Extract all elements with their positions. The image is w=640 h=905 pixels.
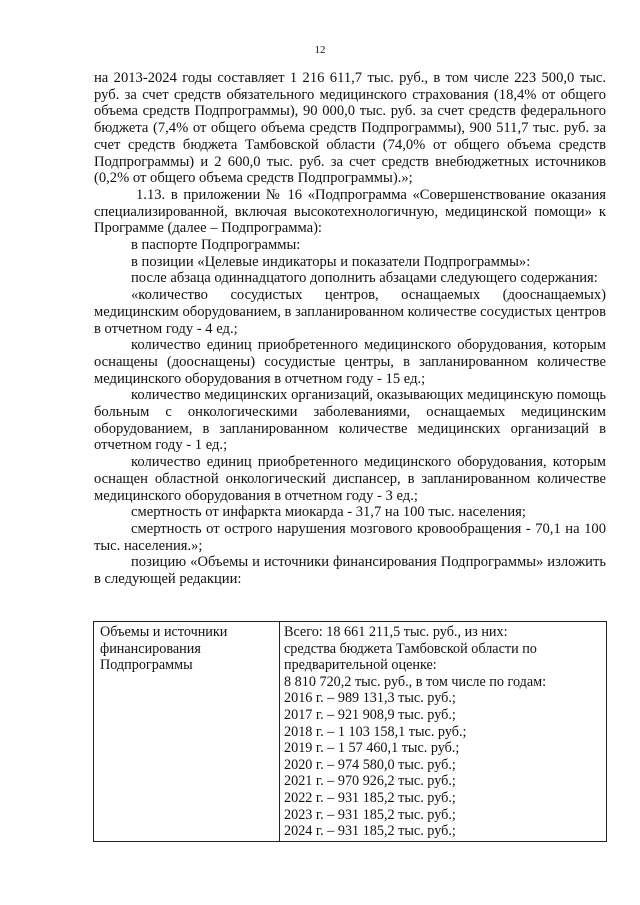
funding-subtotal-line: 8 810 720,2 тыс. руб., в том числе по годам: (284, 673, 547, 690)
paragraph-equipment-oncology: количество единиц приобретенного медицинского оборудования, которым оснащен областной онкологический диспансер, в запланированном количестве медицинского оборудования в отчетном году - 3 ед.; (94, 454, 606, 504)
paragraph-funding-position: позицию «Объемы и источники финансирования Подпрограммы» изложить в следующей редакции: (94, 554, 606, 588)
funding-year-line: 2019 г. – 1 57 460,1 тыс. руб.; (284, 740, 460, 757)
body-text (94, 70, 606, 588)
funding-year-line: 2023 г. – 931 185,2 тыс. руб.; (284, 806, 456, 823)
funding-total-line: Всего: 18 661 211,5 тыс. руб., из них: (284, 624, 508, 640)
paragraph-vascular-centers: «количество сосудистых центров, оснащаемых (дооснащаемых) медицинским оборудованием, в запланированном количестве сосудистых центров в отчетном году - 4 ед.; (94, 287, 606, 337)
paragraph-passport: в паспорте Подпрограммы: (131, 237, 301, 254)
paragraph-equipment-vascular: количество единиц приобретенного медицинского оборудования, которым оснащены (дооснащены) сосудистые центры, в запланированном количестве медицинского оборудования в отчетном году - 15 ед.; (94, 337, 606, 387)
funding-table (93, 621, 607, 842)
page-number: 12 (314, 44, 326, 56)
paragraph-oncology-orgs: количество медицинских организаций, оказывающих медицинскую помощь больным с онкологическими заболеваниями, оснащаемых медицинским оборудованием, в запланированном количестве медицинских организаций в отчетном году - 1 ед.; (94, 387, 606, 454)
table-value-cell (280, 622, 607, 842)
funding-year-line: 2020 г. – 974 580,0 тыс. руб.; (284, 756, 456, 773)
funding-year-line: 2021 г. – 970 926,2 тыс. руб.; (284, 773, 456, 790)
paragraph-mortality-stroke: смертность от острого нарушения мозгового кровообращения - 70,1 на 100 тыс. населения.»; (94, 520, 606, 554)
funding-year-line: 2024 г. – 931 185,2 тыс. руб.; (284, 823, 456, 840)
table-row (94, 622, 607, 842)
paragraph-item-1-13: 1.13. в приложении № 16 «Подпрограмма «Совершенствование оказания специализированной, включая высокотехнологичную, медицинской помощи» к Программе (далее – Подпрограмма): (94, 186, 606, 237)
paragraph-funding-total: на 2013-2024 годы составляет 1 216 611,7 тыс. руб., в том числе 223 500,0 тыс. руб. за счет средств обязательного медицинского страхования (18,4% от общего объема средств Подпрограммы), 90 000,0 тыс. руб. за счет средств федерального бюджета (7,4% от общего объема средств Подпрограммы), 900 511,7 тыс. руб. за счет средств бюджета Тамбовской области (74,0% от общего объема средств Подпрограммы) и 2 600,0 тыс. руб. за счет средств внебюджетных источников (0,2% от общего объема средств Подпрограммы).»; (94, 70, 606, 187)
paragraph-mortality-infarction: смертность от инфаркта миокарда - 31,7 на 100 тыс. населения; (131, 504, 526, 521)
table-label-cell: Объемы и источники финансирования Подпрограммы (94, 622, 280, 842)
funding-year-line: 2018 г. – 1 103 158,1 тыс. руб.; (284, 723, 467, 740)
paragraph-add-after: после абзаца одиннадцатого дополнить абзацами следующего содержания: (131, 270, 598, 287)
funding-year-line: 2016 г. – 989 131,3 тыс. руб.; (284, 690, 456, 707)
paragraph-position-indicators: в позиции «Целевые индикаторы и показатели Подпрограммы»: (131, 253, 531, 270)
funding-year-line: 2022 г. – 931 185,2 тыс. руб.; (284, 789, 456, 806)
funding-source-line: средства бюджета Тамбовской области по предварительной оценке: (284, 640, 537, 674)
funding-year-line: 2017 г. – 921 908,9 тыс. руб.; (284, 706, 456, 723)
